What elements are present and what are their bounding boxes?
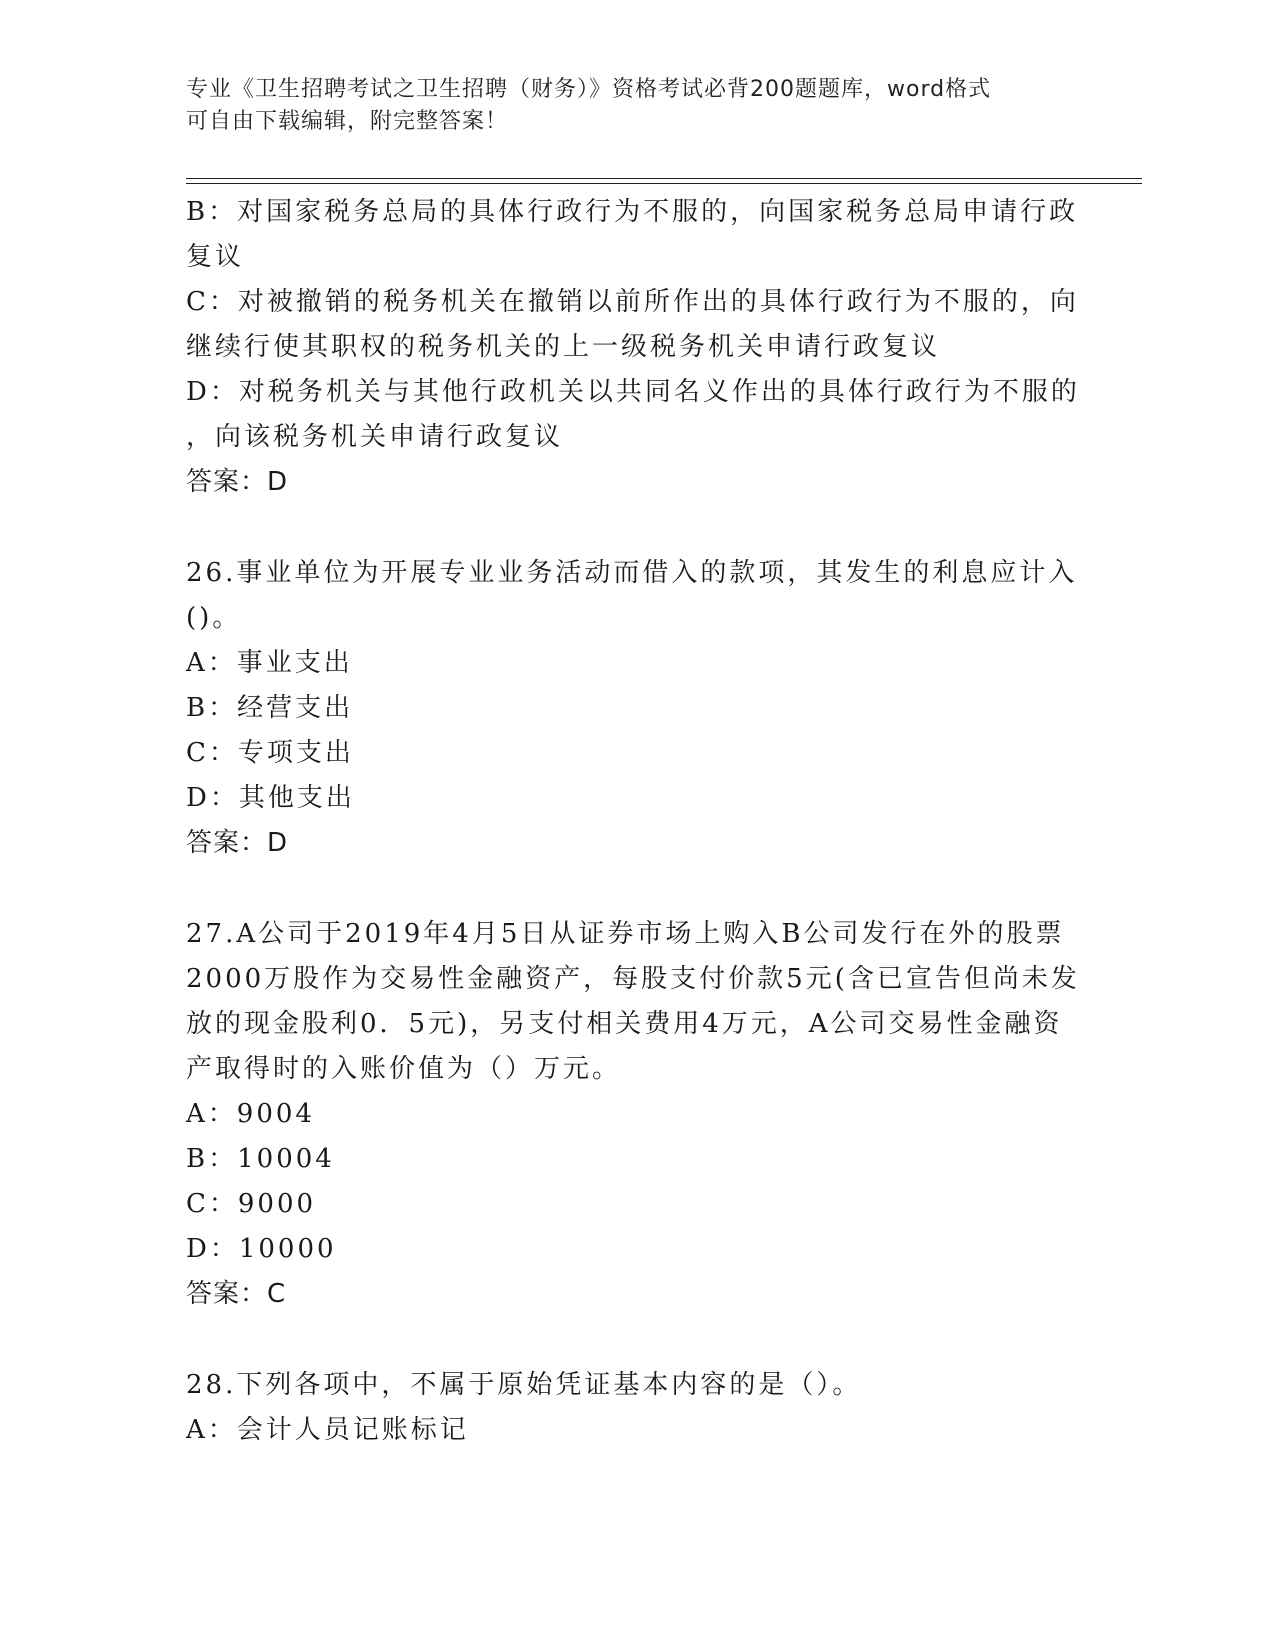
answer-label: 答案：D <box>186 467 289 497</box>
answer-label: 答案：D <box>186 828 289 858</box>
option-d: D：10000 <box>186 1234 337 1264</box>
option-a: A：会计人员记账标记 <box>186 1415 469 1445</box>
question-25-continued <box>186 190 1086 505</box>
option-a: A：9004 <box>186 1099 315 1129</box>
option-b-line1: B：对国家税务总局的具体行政行为不服的，向国家税务总局申请行政 <box>186 197 1079 227</box>
option-b: B：经营支出 <box>186 693 354 723</box>
question-28 <box>186 1363 1086 1453</box>
question-list <box>186 190 1086 1453</box>
question-27 <box>186 912 1086 1317</box>
option-c-line2: 继续行使其职权的税务机关的上一级税务机关申请行政复议 <box>186 332 941 362</box>
option-c: C：9000 <box>186 1189 317 1219</box>
option-d: D：其他支出 <box>186 783 355 813</box>
question-stem-line4: 产取得时的入账价值为（）万元。 <box>186 1054 622 1084</box>
option-c-line1: C：对被撤销的税务机关在撤销以前所作出的具体行政行为不服的，向 <box>186 287 1079 317</box>
question-stem-line1: 26.事业单位为开展专业业务活动而借入的款项，其发生的利息应计入 <box>186 558 1078 588</box>
option-d-line1: D：对税务机关与其他行政机关以共同名义作出的具体行政行为不服的 <box>186 377 1080 407</box>
header-title-line1: 专业《卫生招聘考试之卫生招聘（财务）》资格考试必背200题题库，word格式 <box>186 77 992 102</box>
question-stem-line2: 2000万股作为交易性金融资产，每股支付价款5元(含已宣告但尚未发 <box>186 964 1080 994</box>
question-spacer <box>186 866 1086 912</box>
question-stem-line1: 27.A公司于2019年4月5日从证券市场上购入B公司发行在外的股票 <box>186 919 1065 949</box>
option-b-line2: 复议 <box>186 242 245 272</box>
question-spacer <box>186 1317 1086 1363</box>
option-d-line2: ，向该税务机关申请行政复议 <box>186 422 564 452</box>
question-stem-line2: ()。 <box>186 603 242 633</box>
option-b: B：10004 <box>186 1144 335 1174</box>
header-divider <box>186 178 1142 184</box>
answer-label: 答案：C <box>186 1279 287 1309</box>
question-26 <box>186 551 1086 866</box>
option-c: C：专项支出 <box>186 738 354 768</box>
question-stem-line3: 放的现金股利0．5元)，另支付相关费用4万元，A公司交易性金融资 <box>186 1009 1063 1039</box>
header-title-line2: 可自由下载编辑，附完整答案！ <box>186 109 509 134</box>
document-header <box>186 74 1066 138</box>
question-stem-line1: 28.下列各项中，不属于原始凭证基本内容的是（）。 <box>186 1370 862 1400</box>
question-spacer <box>186 505 1086 551</box>
option-a: A：事业支出 <box>186 648 353 678</box>
